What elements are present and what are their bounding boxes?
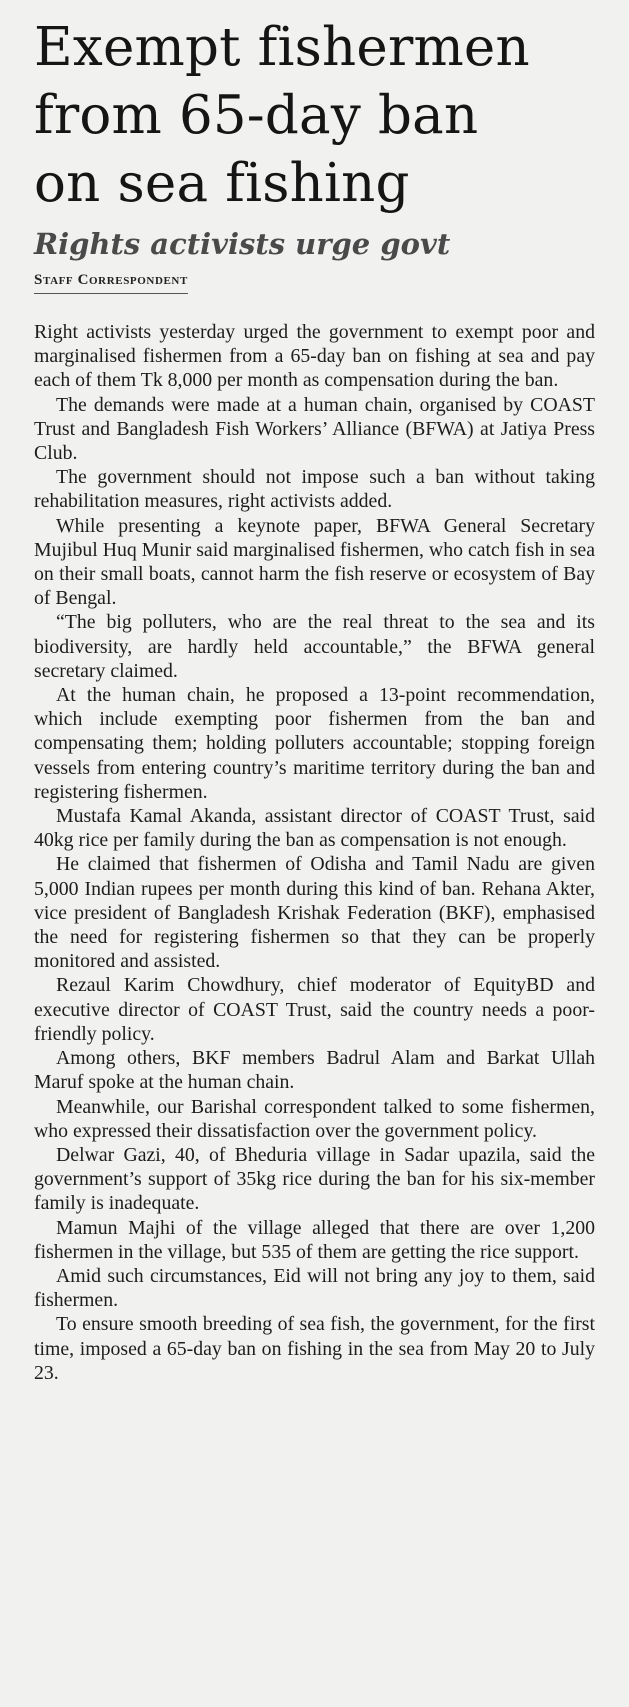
headline-line: from 65-day ban xyxy=(34,85,479,146)
headline-line: Exempt fishermen xyxy=(34,17,530,78)
paragraph: Mamun Majhi of the village alleged that there are over 1,200 fishermen in the village, but 535 of them are getting the rice support. xyxy=(34,1216,595,1263)
byline: Staff Correspondent xyxy=(34,272,188,294)
paragraph: At the human chain, he proposed a 13-point recommendation, which include exempting poor fishermen from the ban and compensating them; holding polluters accountable; stopping foreign vessels from entering country’s maritime territory during the ban and registering fishermen. xyxy=(34,684,595,803)
paragraph: Mustafa Kamal Akanda, assistant director of COAST Trust, said 40kg rice per family during the ban as compensation is not enough. xyxy=(34,805,595,852)
paragraph: Delwar Gazi, 40, of Bheduria village in Sadar upazila, said the government’s support of 35kg rice during the ban for his six-member family is inadequate. xyxy=(34,1143,595,1215)
paragraph: He claimed that fishermen of Odisha and Tamil Nadu are given 5,000 Indian rupees per month during this kind of ban. Rehana Akter, vice president of Bangladesh Krishak Federation (BKF), emphasised the need for registering fishermen so that they can be properly monitored and assisted. xyxy=(34,853,595,973)
paragraph: While presenting a keynote paper, BFWA General Secretary Mujibul Huq Munir said marginalised fishermen, who catch fish in sea on their small boats, cannot harm the fish reserve or ecosystem of Bay of Bengal. xyxy=(34,514,595,610)
paragraph: To ensure smooth breeding of sea fish, the government, for the first time, imposed a 65-day ban on fishing in the sea from May 20 to July 23. xyxy=(34,1313,595,1384)
headline-line: on sea fishing xyxy=(34,153,410,214)
paragraph: The government should not impose such a ban without taking rehabilitation measures, right activists added. xyxy=(34,466,595,513)
paragraph: Amid such circumstances, Eid will not bring any joy to them, said fishermen. xyxy=(34,1264,595,1312)
headline xyxy=(34,14,595,218)
paragraph: Meanwhile, our Barishal correspondent talked to some fishermen, who expressed their dissatisfaction over the government policy. xyxy=(34,1095,595,1142)
paragraph: Right activists yesterday urged the government to exempt poor and marginalised fishermen from a 65-day ban on fishing at sea and pay each of them Tk 8,000 per month as compensation during the ban. xyxy=(34,321,595,392)
paragraph: “The big polluters, who are the real threat to the sea and its biodiversity, are hardly held accountable,” the BFWA general secretary claimed. xyxy=(34,611,595,682)
paragraph: The demands were made at a human chain, organised by COAST Trust and Bangladesh Fish Workers’ Alliance (BFWA) at Jatiya Press Club. xyxy=(34,393,595,465)
paragraph: Among others, BKF members Badrul Alam and Barkat Ullah Maruf spoke at the human chain. xyxy=(34,1047,595,1094)
subheadline: Rights activists urge govt xyxy=(34,227,451,261)
paragraph: Rezaul Karim Chowdhury, chief moderator of EquityBD and executive director of COAST Trust, said the country needs a poor-friendly policy. xyxy=(34,974,595,1045)
article-body xyxy=(34,320,595,1385)
